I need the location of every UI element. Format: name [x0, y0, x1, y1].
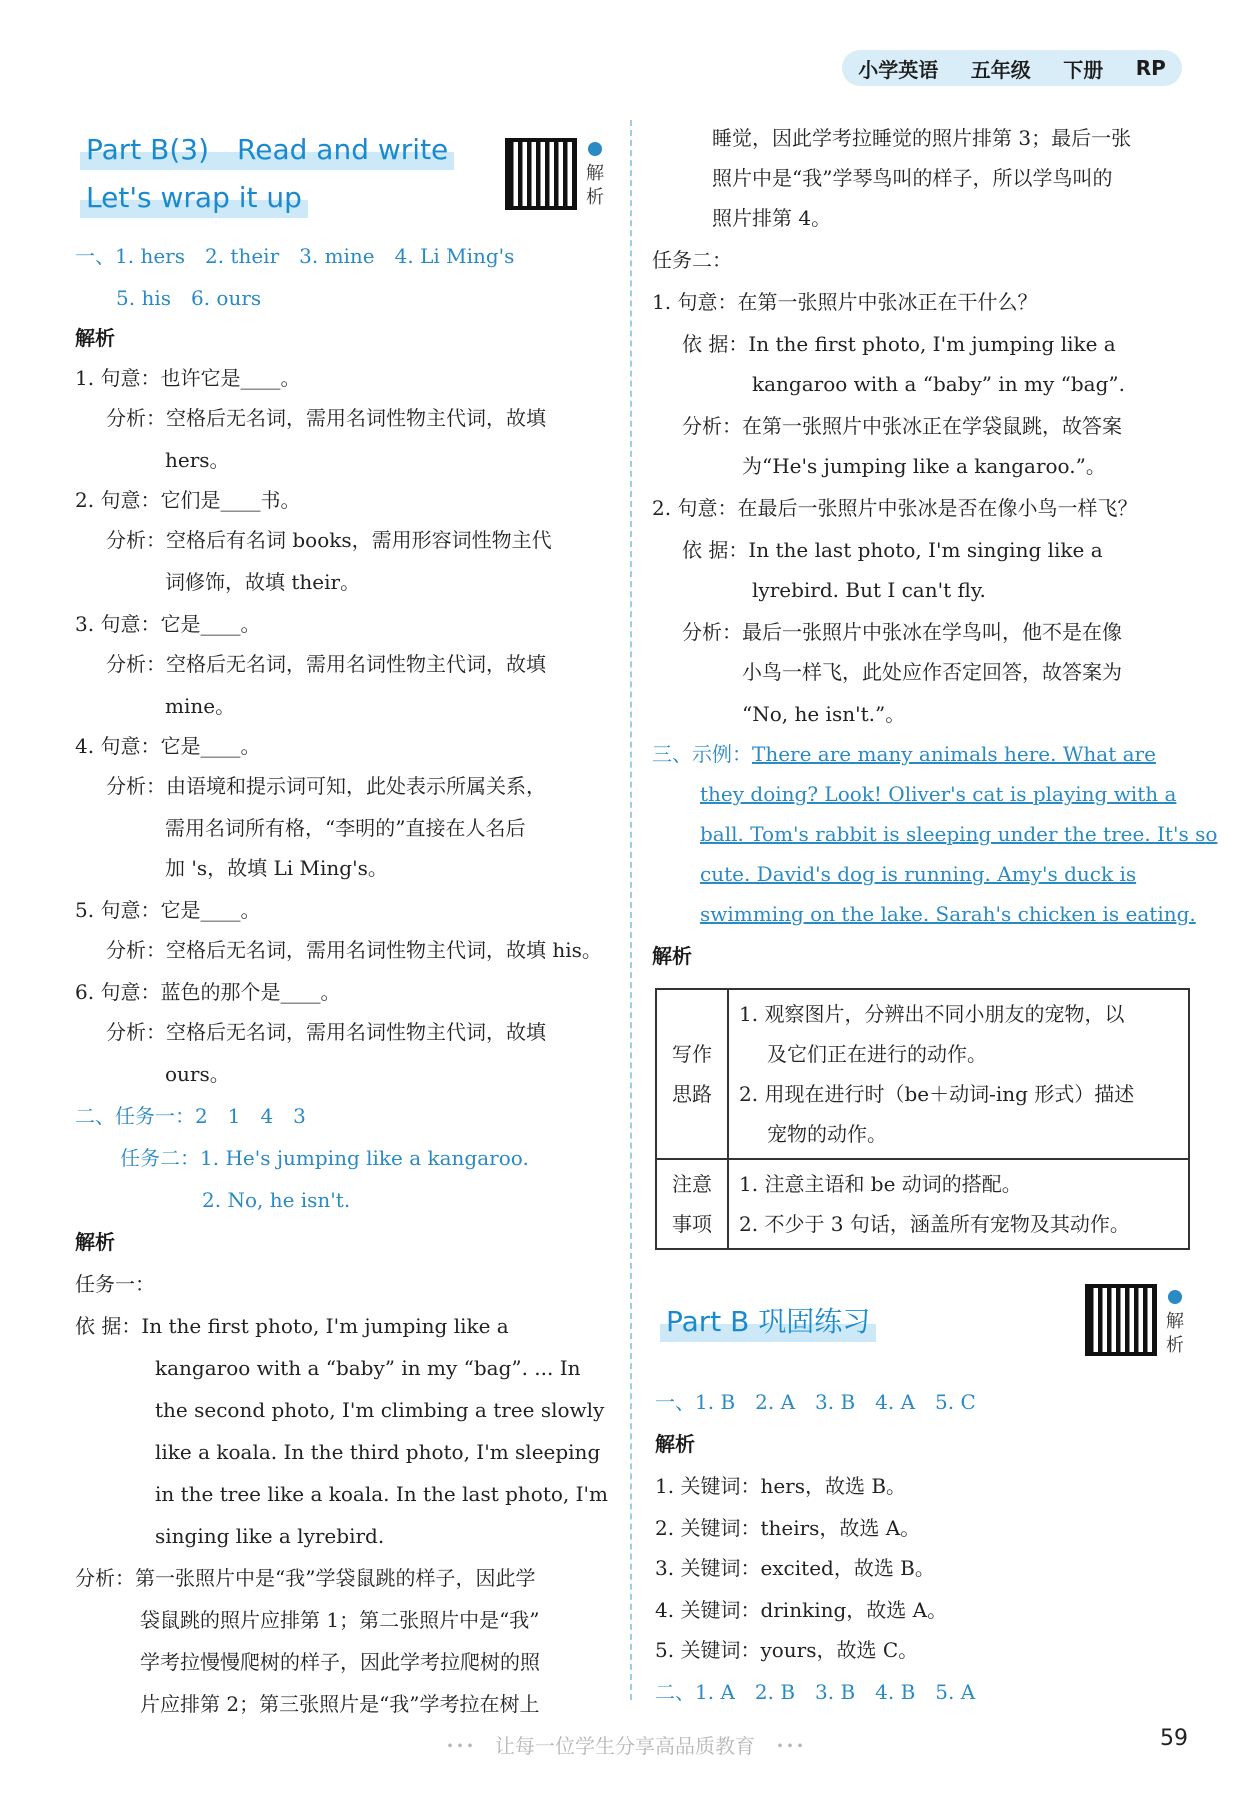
item2-question: 2. 句意：它们是____书。: [75, 488, 301, 512]
task1-label: 任务一：: [75, 1272, 155, 1296]
table-head-notes: 注意事项: [656, 1159, 728, 1249]
item4-question: 4. 句意：它是____。: [75, 734, 261, 758]
q3-text-1: There are many animals here. What are: [752, 742, 1156, 766]
item4-analysis-1: 分析：由语境和提示词可知，此处表示所属关系，: [106, 774, 546, 798]
q3-text-3: ball. Tom's rabbit is sleeping under the tree. It's so: [700, 822, 1218, 846]
notes-1: 1. 注意主语和 be 动词的搭配。: [739, 1172, 1022, 1196]
q2-line1: 二、任务一：2 1 4 3: [75, 1104, 306, 1128]
q3-label: 三、示例：: [652, 742, 752, 766]
s2-item3: 3. 关键词：excited，故选 B。: [655, 1556, 935, 1580]
task2-label: 任务二：: [652, 248, 732, 272]
writing-idea-1b: 及它们正在进行的动作。: [767, 1042, 987, 1066]
t2q1-question: 1. 句意：在第一张照片中张冰正在干什么？: [652, 290, 1038, 314]
cont-line2: 照片中是“我”学琴鸟叫的样子，所以学鸟叫的: [712, 166, 1113, 190]
s2-item5: 5. 关键词：yours，故选 C。: [655, 1638, 919, 1662]
t2q1-basis-1: 依 据：In the first photo, I'm jumping like a: [682, 332, 1116, 356]
header-edition: RP: [1135, 56, 1166, 80]
s2-item4: 4. 关键词：drinking，故选 A。: [655, 1598, 948, 1622]
item3-analysis-1: 分析：空格后无名词，需用名词性物主代词，故填: [106, 652, 546, 676]
q2-line2: 任务二：1. He's jumping like a kangaroo.: [120, 1146, 529, 1170]
item5-question: 5. 句意：它是____。: [75, 898, 261, 922]
item6-question: 6. 句意：蓝色的那个是____。: [75, 980, 341, 1004]
item4-analysis-3: 加 's，故填 Li Ming's。: [165, 856, 388, 880]
q3-text-5: swimming on the lake. Sarah's chicken is eating.: [700, 902, 1196, 926]
t2q2-analysis-1: 分析：最后一张照片中张冰在学鸟叫，他不是在像: [682, 620, 1122, 644]
section-title-line1: Part B(3) Read and write: [80, 130, 454, 170]
q3-line1: [652, 734, 1156, 774]
s2-item1: 1. 关键词：hers，故选 B。: [655, 1474, 907, 1498]
q3-text-2: they doing? Look! Oliver's cat is playing with a: [700, 782, 1177, 806]
q2-line3: 2. No, he isn't.: [202, 1188, 351, 1212]
s2-q2-answers: 二、1. A 2. B 3. B 4. B 5. A: [655, 1680, 976, 1704]
q1-label: 一、: [75, 244, 115, 268]
t2q2-analysis-2: 小鸟一样飞，此处应作否定回答，故答案为: [742, 660, 1122, 684]
item1-analysis-2: hers。: [165, 448, 230, 472]
t2q2-analysis-3: “No, he isn't.”。: [742, 702, 906, 726]
task1-basis-1: 依 据：In the first photo, I'm jumping like a: [75, 1314, 509, 1338]
item3-question: 3. 句意：它是____。: [75, 612, 261, 636]
cont-line1: 睡觉，因此学考拉睡觉的照片排第 3；最后一张: [712, 126, 1132, 150]
t2q1-analysis-1: 分析：在第一张照片中张冰正在学袋鼠跳，故答案: [682, 414, 1122, 438]
item1-question: 1. 句意：也许它是____。: [75, 366, 301, 390]
t2q2-basis-2: lyrebird. But I can't fly.: [752, 578, 986, 602]
table-row: [656, 989, 1189, 1159]
writing-idea-2b: 宠物的动作。: [767, 1122, 887, 1146]
q1-answers-line2: 5. his 6. ours: [116, 286, 262, 310]
jiexi-heading-4: 解析: [655, 1432, 695, 1456]
play-icon-2: [1168, 1290, 1182, 1304]
header-subject: 小学英语: [858, 57, 939, 82]
jiexi-heading-1: 解析: [75, 326, 115, 350]
jiexi-heading-2: 解析: [75, 1230, 115, 1254]
play-icon: [588, 142, 602, 156]
cont-line3: 照片排第 4。: [712, 206, 832, 230]
item4-analysis-2: 需用名词所有格，“李明的”直接在人名后: [165, 816, 526, 840]
task1-basis-4: like a koala. In the third photo, I'm sleeping: [155, 1440, 601, 1464]
item1-analysis-1: 分析：空格后无名词，需用名词性物主代词，故填: [106, 406, 546, 430]
task1-analysis-1: 分析：第一张照片中是“我”学袋鼠跳的样子，因此学: [75, 1566, 536, 1590]
t2q1-analysis-2: 为“He's jumping like a kangaroo.”。: [742, 454, 1106, 478]
item2-analysis-2: 词修饰，故填 their。: [165, 570, 361, 594]
section2-title: Part B 巩固练习: [660, 1302, 876, 1342]
q1-answers-line1: [75, 236, 514, 276]
table-row: [656, 1159, 1189, 1249]
item2-analysis-1: 分析：空格后有名词 books，需用形容词性物主代: [106, 528, 552, 552]
task1-basis-5: in the tree like a koala. In the last photo, I'm: [155, 1482, 608, 1506]
task1-analysis-2: 袋鼠跳的照片应排第 1；第二张照片中是“我”: [140, 1608, 540, 1632]
s2-q1-answers: 一、1. B 2. A 3. B 4. A 5. C: [655, 1390, 976, 1414]
q1-answers-a: 1. hers 2. their 3. mine 4. Li Ming's: [115, 244, 515, 268]
footer-slogan: ･･･ 让每一位学生分享高品质教育 ･･･: [445, 1734, 805, 1758]
item3-analysis-2: mine。: [165, 694, 236, 718]
qr-label: 解析: [586, 163, 604, 208]
table-cell-writing-idea: [728, 989, 1189, 1159]
section-title-line2: Let's wrap it up: [80, 178, 308, 218]
task1-basis-6: singing like a lyrebird.: [155, 1524, 385, 1548]
page-number: 59: [1160, 1726, 1188, 1751]
item6-analysis-2: ours。: [165, 1062, 230, 1086]
table-head-writing-idea: 写作思路: [656, 989, 728, 1159]
task1-analysis-3: 学考拉慢慢爬树的样子，因此学考拉爬树的照: [140, 1650, 540, 1674]
task1-analysis-4: 片应排第 2；第三张照片是“我”学考拉在树上: [140, 1692, 540, 1716]
task1-basis-3: the second photo, I'm climbing a tree slowly: [155, 1398, 605, 1422]
header-bar: [842, 50, 1182, 86]
t2q2-question: 2. 句意：在最后一张照片中张冰是否在像小鸟一样飞？: [652, 496, 1138, 520]
t2q1-basis-2: kangaroo with a “baby” in my “bag”.: [752, 372, 1125, 396]
task1-basis-2: kangaroo with a “baby” in my “bag”. ... In: [155, 1356, 581, 1380]
item6-analysis-1: 分析：空格后无名词，需用名词性物主代词，故填: [106, 1020, 546, 1044]
table-cell-notes: [728, 1159, 1189, 1249]
t2q2-basis-1: 依 据：In the last photo, I'm singing like a: [682, 538, 1103, 562]
qr-label-2: 解析: [1166, 1311, 1184, 1356]
q3-text-4: cute. David's dog is running. Amy's duck is: [700, 862, 1137, 886]
qr-code-icon-2[interactable]: [1085, 1284, 1157, 1356]
writing-guide-table: [655, 988, 1190, 1250]
s2-item2: 2. 关键词：theirs，故选 A。: [655, 1516, 921, 1540]
writing-idea-2: 2. 用现在进行时（be＋动词-ing 形式）描述: [739, 1082, 1135, 1106]
header-volume: 下册: [1063, 57, 1104, 82]
qr-code-icon[interactable]: [505, 138, 577, 210]
notes-2: 2. 不少于 3 句话，涵盖所有宠物及其动作。: [739, 1212, 1130, 1236]
jiexi-heading-3: 解析: [652, 944, 692, 968]
item5-analysis-1: 分析：空格后无名词，需用名词性物主代词，故填 his。: [106, 938, 602, 962]
header-grade: 五年级: [970, 57, 1031, 82]
writing-idea-1: 1. 观察图片，分辨出不同小朋友的宠物，以: [739, 1002, 1125, 1026]
column-divider: [630, 120, 632, 1700]
